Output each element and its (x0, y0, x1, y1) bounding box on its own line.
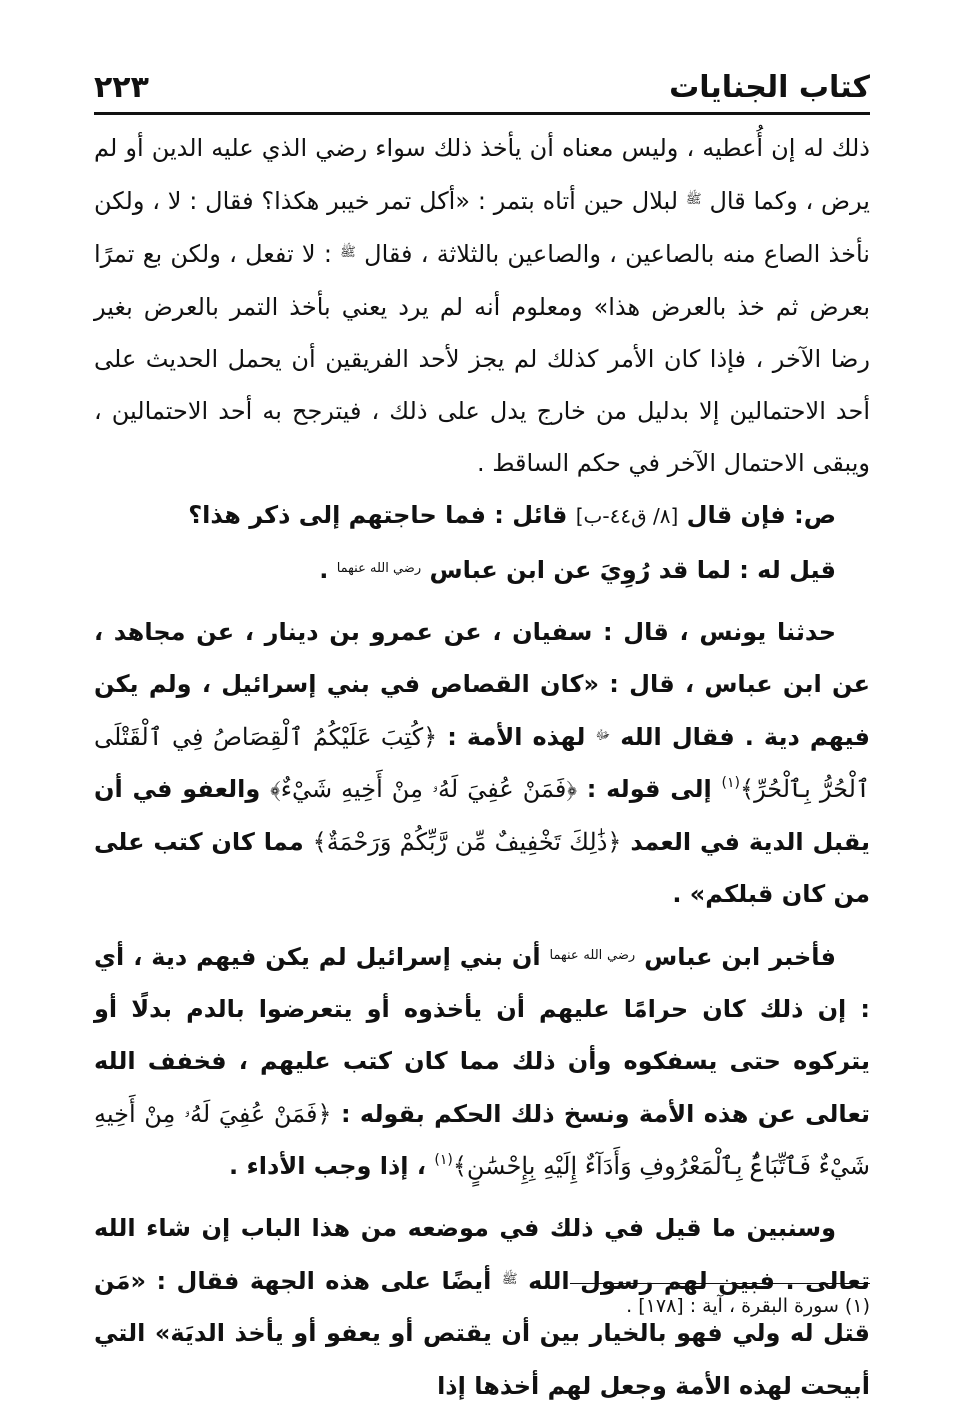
paragraph-4-text-c: إلى قوله : (586, 775, 712, 804)
paragraph-1-text-a: ذلك له إن أُعطيه ، وليس معناه أن يأخذ ذلك سواء رضي الذي عليه الدين أو لم يرض ، وكما قال (94, 134, 870, 216)
header-rule (94, 112, 870, 115)
quran-verse-4: ﴿فَمَنْ عُفِيَ لَهُۥ مِنْ أَخِيهِ شَيْءٌ فَٱتِّبَاعٌۢ بِٱلْمَعْرُوفِ وَأَدَآءٌ إِلَيْهِ بِإِحْسَٰنٍ﴾ (94, 1099, 870, 1180)
paragraph-5-text-b: أن بني إسرائيل لم يكن فيهم دية ، أي : إن ذلك كان حرامًا عليهم أن يأخذوه أو يتعرضوا بالدم بدلًا أو يتركوه حتى يسفكوه وأن ذلك مما كان كتب عليهم ، فخفف الله تعالى عن هذه الأمة ونسخ ذلك الحكم بقوله : (94, 943, 870, 1128)
paragraph-1-text-c: : لا تفعل ، ولكن بع تمرًا بعرض ثم خذ بالعرض هذا» ومعلوم أنه لم يرد يعني بأخذ التمر بالعرض بغير رضا الآخر ، فإذا كان الأمر كذلك لم يجز لأحد الفريقين أن يحمل الحديث على أحد الاحتمالين إلا بدليل من خارج يدل على ذلك ، فيترجح به أحد الاحتمالين ، ويبقى الاحتمال الآخر في حكم الساقط . (94, 240, 870, 478)
paragraph-3-text-b: . (319, 555, 329, 584)
paragraph-1 (94, 122, 870, 489)
page-header (94, 58, 870, 108)
paragraph-4 (94, 606, 870, 920)
paragraph-2-text-b: قائل : فما حاجتهم إلى ذكر هذا؟ (188, 501, 568, 530)
salawat-sign: ﷺ (685, 192, 702, 208)
paragraph-4-text-b: لهذه الأمة : (447, 723, 586, 752)
paragraph-5-text-c: ، إذا وجب الأداء . (229, 1151, 427, 1180)
paragraph-6-text-b: أيضًا على هذه الجهة فقال : «مَن قتل له ولي فهو بالخيار بين أن يقتص أو يعفو أو يأخذ الديَة» التي أبيحت لهذه الأمة وجعل لهم أخذها إذا (94, 1267, 870, 1400)
paragraph-1-text-b: لبلال حين أتاه بتمر : «أكل تمر خيبر هكذا؟ فقال : لا ، ولكن نأخذ الصاع منه بالصاعين ، والصاعين بالثلاثة ، فقال (94, 187, 870, 269)
paragraph-2-text-a: ص: فإن قال (686, 501, 836, 530)
manuscript-reference: [٨/ ق٤٤-ب] (575, 504, 679, 529)
paragraph-3-text-a: قيل له : لما قد رُوِيَ عن ابن عباس (429, 555, 836, 584)
taraddi-sign: رضي الله عنهما (336, 560, 422, 576)
jalla-jalaluh-sign: ﷻ (595, 728, 611, 744)
page-number: ٢٢٣ (94, 70, 149, 105)
page-body (94, 122, 870, 1412)
footnote-1: (١) سورة البقرة ، آية : [١٧٨] . (626, 1295, 870, 1317)
taraddi-sign: رضي الله عنهما (549, 948, 636, 964)
footnote-marker: (١) (434, 1151, 453, 1168)
paragraph-5 (94, 930, 870, 1192)
footnote-marker: (١) (721, 775, 740, 792)
running-title: كتاب الجنايات (669, 70, 870, 105)
paragraph-4-text-e: مما كان كتب على من كان قبلكم» . (94, 827, 870, 908)
quran-verse-2: ﴿فَمَنْ عُفِيَ لَهُۥ مِنْ أَخِيهِ شَيْءٌ﴾ (270, 775, 577, 804)
quran-verse-3: ﴿ذَٰلِكَ تَخْفِيفٌ مِّن رَّبِّكُمْ وَرَحْمَةٌ﴾ (312, 827, 622, 856)
footnote-rule (570, 1283, 870, 1284)
paragraph-6-text-a: وسنبين ما قيل في ذلك في موضعه من هذا الباب إن شاء الله تعالى . فبين لهم رسول الله (94, 1214, 870, 1296)
paragraph-3 (94, 543, 870, 596)
quran-verse-1: ﴿كُتِبَ عَلَيْكُمُ ٱلْقِصَاصُ فِي ٱلْقَتْلَى ٱلْحُرُّ بِٱلْحُرِّ﴾ (94, 723, 871, 804)
footnotes (94, 1290, 870, 1322)
paragraph-2 (94, 489, 870, 542)
salawat-sign: ﷺ (340, 245, 356, 261)
salawat-sign: ﷺ (501, 1272, 518, 1288)
book-page (94, 0, 870, 1417)
paragraph-4-text-a: حدثنا يونس ، قال : سفيان ، عن عمرو بن دينار ، عن مجاهد ، عن ابن عباس ، قال : «كان القصاص في بني إسرائيل ، ولم يكن فيهم دية . فقال الله (94, 617, 871, 752)
paragraph-4-text-d: والعفو في أن يقبل الدية في العمد (94, 775, 870, 856)
paragraph-5-text-a: فأخبر ابن عباس (644, 943, 836, 972)
